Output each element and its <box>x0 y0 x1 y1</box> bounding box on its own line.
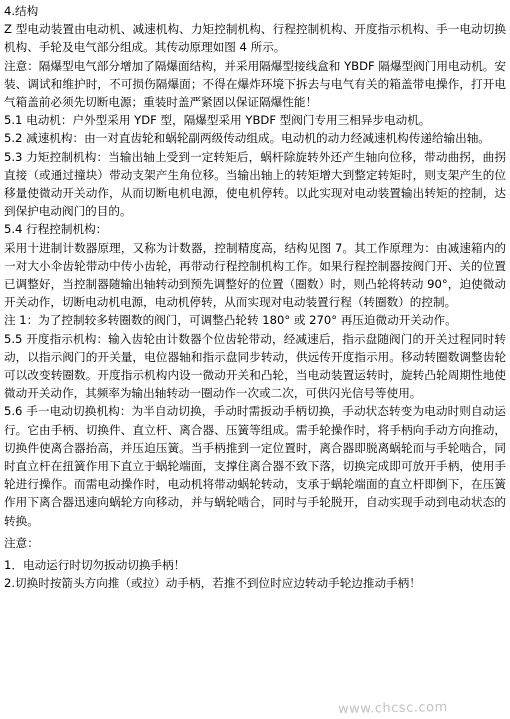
paragraph-caution-2: 2.切换时按箭头方向推（或拉）动手柄，若推不到位时应边转动手轮边推动手柄！ <box>4 576 421 591</box>
section-title: 4.结构 <box>4 4 39 18</box>
paragraph-5-6-manual-electric-switch: 5.6 手一电动切换机构：为半自动切换，手动时需扳动手柄切换，手动状态转变为电动时则自动运行。它由手柄、切换件、直立杆、离合器、压簧等组成。需手轮操作时，将手柄向手动方向推动，切换件使离合器抬高，并压迫压簧。当手柄推到一定位置时，离合器即脱离蜗轮而与手轮啮合，同时直立杆在扭簧作用下直立于蜗轮端面，支撑住离合器不致下落，切换完成即可放开手柄，使用手轮进行操作。而需电动操作时，电动机将带动蜗轮转动，支承于蜗轮端面的直立杆即倒下，在压簧作用下离合器迅速向蜗轮方向移动，并与蜗轮啮合，同时与手轮脱开，自动实现手动到电动状态的转换。 <box>4 404 506 528</box>
paragraph-caution-1: 1．电动运行时切勿扳动切换手柄！ <box>4 558 186 573</box>
paragraph-5-3-torque-control: 5.3 力矩控制机构：当输出轴上受到一定转矩后，蜗杆除旋转外还产生轴向位移，带动曲拐，曲拐直接（或通过撞块）带动支架产生角位移。当输出轴上的转矩增大到整定转矩时，则支架产生的位移量使微动开关动作，从而切断电机电源，使电机停转。以此实现对电动装置输出转矩的控制，达到保护电动阀门的目的。 <box>4 149 506 219</box>
paragraph-5-2-reduction: 5.2 减速机构：由一对直齿轮和蜗轮副两级传动组成。电动机的动力经减速机构传递给输出轴。 <box>4 131 490 146</box>
paragraph-structure-overview: Z 型电动装置由电动机、减速机构、力矩控制机构、行程控制机构、开度指示机构、手一电动切换机构、手轮及电气部分组成。其传动原理如图 4 所示。 <box>4 22 506 55</box>
paragraph-caution-heading: 注意： <box>4 535 39 550</box>
paragraph-5-4-heading: 5.4 行程控制机构： <box>4 222 108 237</box>
paragraph-5-5-opening-indicator: 5.5 开度指示机构：输入齿轮由计数器个位齿轮带动，经减速后，指示盘随阀门的开关过程同时转动，以指示阀门的开关量，电位器轴和指示盘同步转动，供远传开度指示用。移动转圈数调整齿轮可以改变转圈数。开度指示机构内设一微动开关和凸轮，当电动装置运转时，旋转凸轮周期性地使微动开关动作，其频率为输出轴转动一圈动作一次或二次，可供闪光信号等使用。 <box>4 331 506 401</box>
paragraph-note-1: 注 1：为了控制较多转圈数的阀门，可调整凸轮转 180° 或 270° 再压迫微动开关动作。 <box>4 313 457 328</box>
paragraph-5-1-motor: 5.1 电动机：户外型采用 YDF 型，隔爆型采用 YBDF 型阀门专用三相异步电动机。 <box>4 113 431 128</box>
paragraph-5-4-travel-control: 采用十进制计数器原理，又称为计数器，控制精度高，结构见图 7。其工作原理为：由减速箱内的一对大小伞齿轮带动中传小齿轮，再带动行程控制机构工作。如果行程控制器按阀门开、关的位置已调整好，当控制器随输出轴转动到预先调整好的位置（圈数）时，则凸轮将转动 90°，迫使微动开关动作，切断电动机电源，电动机停转，从而实现对电动装置行程（转圈数）的控制。 <box>4 240 506 310</box>
watermark-text: www.chcsc.com <box>338 700 449 717</box>
paragraph-explosion-proof-note: 注意：隔爆型电气部分增加了隔爆面结构，并采用隔爆型接线盒和 YBDF 隔爆型阀门用电动机。安装、调试和维护时，不可损伤隔爆面；不得在爆炸环境下拆去与电气有关的箱盖带电操作，打开电气箱盖前必须先切断电源；重装时盖严紧固以保证隔爆性能！ <box>4 58 506 110</box>
